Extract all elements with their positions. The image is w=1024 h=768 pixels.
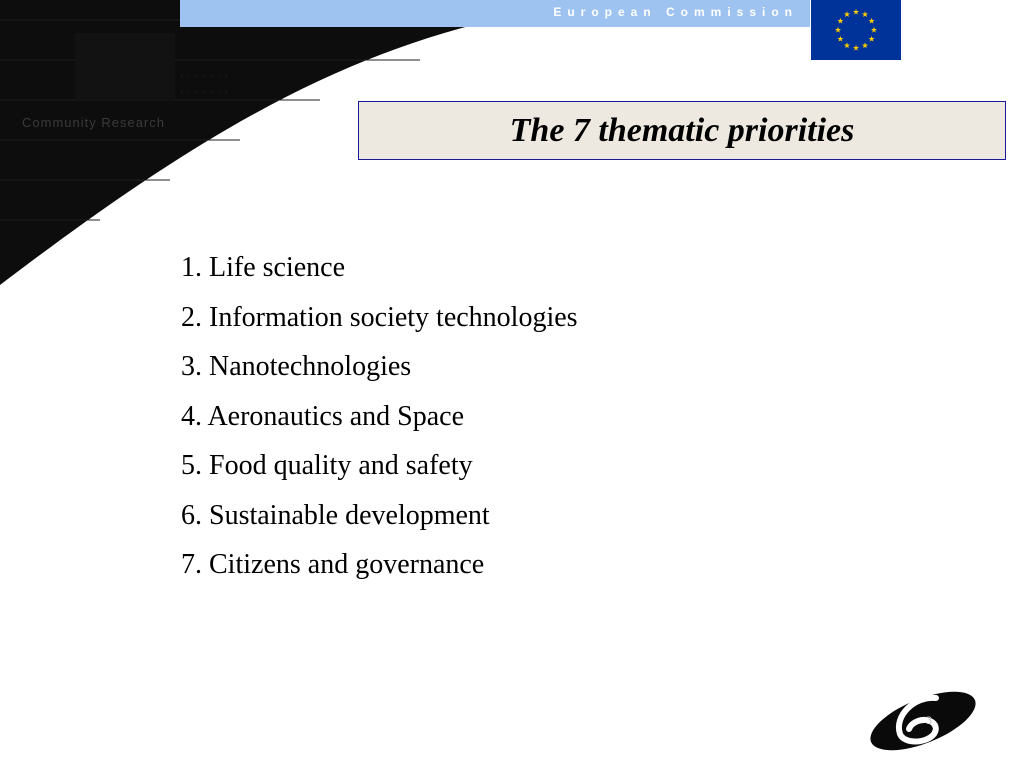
slide-title: The 7 thematic priorities xyxy=(509,111,855,149)
star-icon xyxy=(869,36,875,42)
logo-decoration: · · · · · · · xyxy=(180,70,229,80)
list-item: 1. Life science xyxy=(181,252,346,283)
priorities-list xyxy=(181,247,578,594)
star-icon xyxy=(844,42,850,48)
star-icon xyxy=(853,45,859,51)
star-icon xyxy=(869,18,875,24)
logo-block xyxy=(75,33,175,101)
title-box xyxy=(358,101,1006,160)
star-icon xyxy=(837,18,843,24)
star-icon xyxy=(844,11,850,17)
list-item: 6. Sustainable development xyxy=(181,499,490,531)
logo-decoration: · · · · · · · xyxy=(180,86,229,96)
star-icon xyxy=(853,9,859,15)
eu-flag-icon xyxy=(811,0,901,60)
organization-name: European Commission xyxy=(553,5,798,19)
star-icon xyxy=(862,11,868,17)
community-research-logo xyxy=(20,28,280,138)
star-icon xyxy=(835,27,841,33)
page-number: 3 xyxy=(926,713,932,727)
top-bar xyxy=(180,0,810,27)
list-item: 3. Nanotechnologies xyxy=(181,351,412,382)
list-item: 2. Information society technologies xyxy=(181,301,578,333)
logo-text: Community Research xyxy=(22,115,165,130)
star-icon xyxy=(862,42,868,48)
list-item: 4. Aeronautics and Space xyxy=(181,400,465,432)
list-item: 7. Citizens and governance xyxy=(181,549,485,580)
star-icon xyxy=(837,36,843,42)
fp6-logo-icon xyxy=(866,690,981,752)
star-icon xyxy=(871,27,877,33)
list-item: 5. Food quality and safety xyxy=(181,450,473,481)
